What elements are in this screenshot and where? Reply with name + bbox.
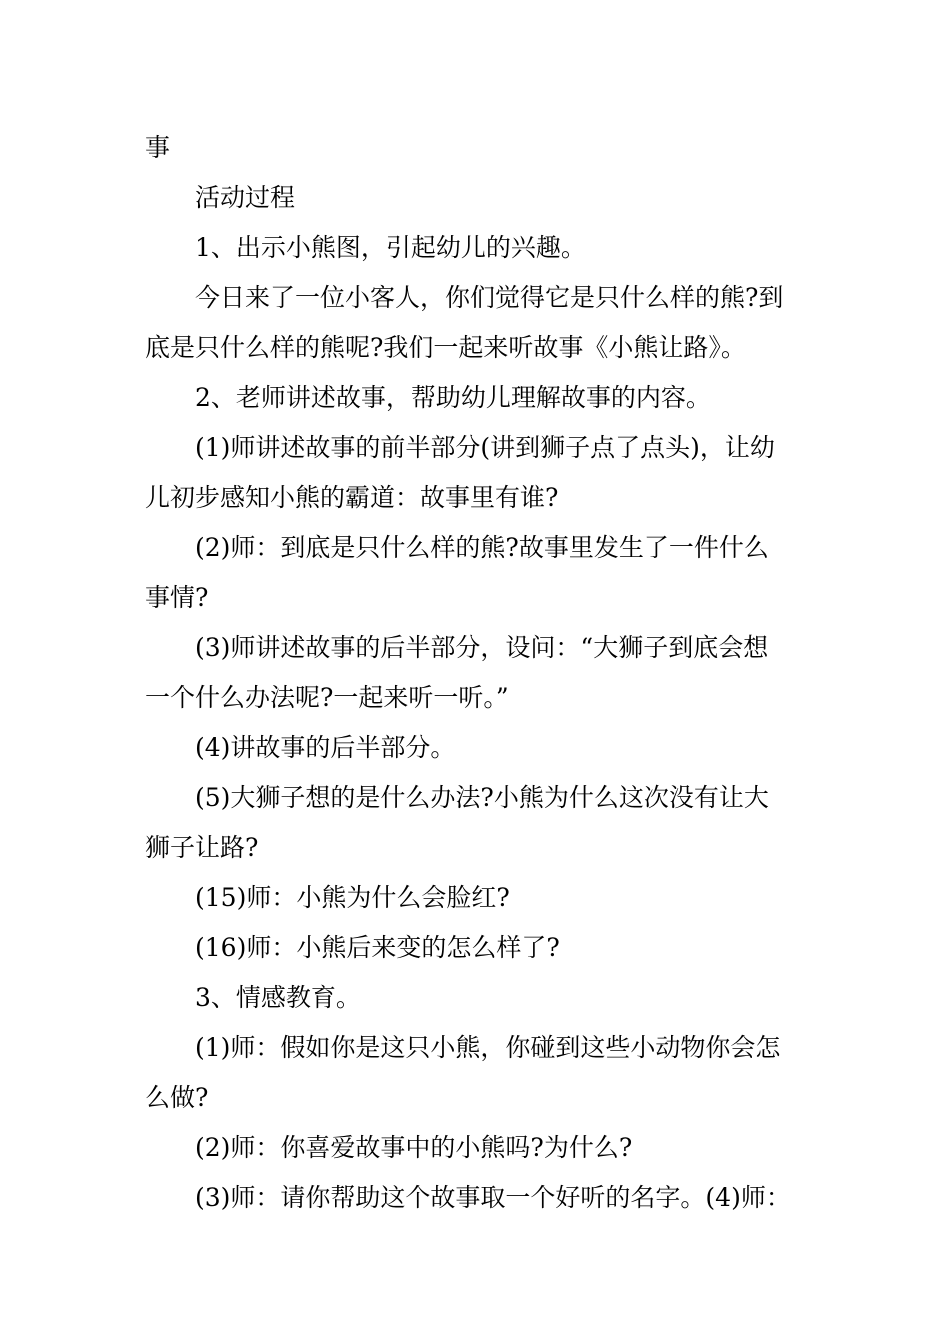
text-line: (16)师：小熊后来变的怎么样了? bbox=[195, 933, 560, 962]
text-line: 3、情感教育。 bbox=[195, 983, 361, 1012]
text-line: 一个什么办法呢?一起来听一听。” bbox=[145, 683, 509, 712]
text-line: (2)师：到底是只什么样的熊?故事里发生了一件什么 bbox=[195, 533, 769, 562]
text-line: 么做? bbox=[145, 1083, 209, 1112]
text-line: 事情? bbox=[145, 583, 209, 612]
text-line: (4)讲故事的后半部分。 bbox=[195, 733, 456, 762]
text-line: (15)师：小熊为什么会脸红? bbox=[195, 883, 510, 912]
text-line: (1)师讲述故事的前半部分(讲到狮子点了点头)，让幼 bbox=[195, 433, 775, 462]
text-line: (5)大狮子想的是什么办法?小熊为什么这次没有让大 bbox=[195, 783, 769, 812]
text-line: 2、老师讲述故事，帮助幼儿理解故事的内容。 bbox=[195, 383, 711, 412]
text-line: 1、出示小熊图，引起幼儿的兴趣。 bbox=[195, 233, 586, 262]
text-line: 狮子让路? bbox=[145, 833, 259, 862]
text-line: (1)师：假如你是这只小熊，你碰到这些小动物你会怎 bbox=[195, 1033, 781, 1062]
text-line: 底是只什么样的熊呢?我们一起来听故事《小熊让路》。 bbox=[145, 333, 746, 362]
text-line: (3)师：请你帮助这个故事取一个好听的名字。(4)师： bbox=[195, 1183, 791, 1212]
text-line: 事 bbox=[145, 133, 171, 162]
text-line: (2)师：你喜爱故事中的小熊吗?为什么? bbox=[195, 1133, 633, 1162]
text-line: (3)师讲述故事的后半部分，设问：“大狮子到底会想 bbox=[195, 633, 769, 662]
section-heading: 活动过程 bbox=[195, 183, 296, 212]
text-line: 今日来了一位小客人，你们觉得它是只什么样的熊?到 bbox=[195, 283, 784, 312]
text-line: 儿初步感知小熊的霸道：故事里有谁? bbox=[145, 483, 559, 512]
